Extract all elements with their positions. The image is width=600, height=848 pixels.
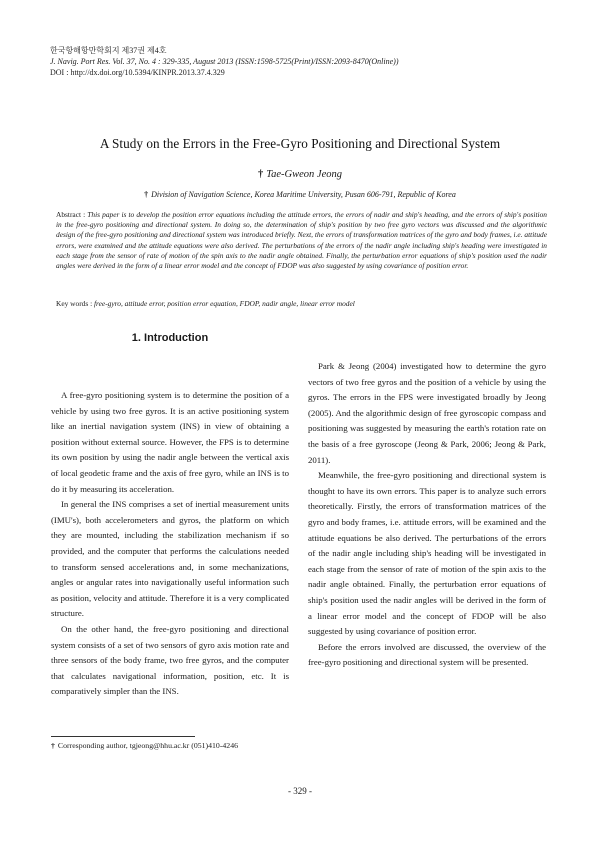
keywords-text: free-gyro, attitude error, position error equation, FDOP, nadir angle, linear error model (94, 299, 355, 308)
journal-header-citation: J. Navig. Port Res. Vol. 37, No. 4 : 329-335, August 2013 (ISSN:1598-5725(Print)/ISSN:2093-8470(Online)) (50, 57, 399, 66)
footnote-rule (51, 736, 195, 737)
affiliation-text: Division of Navigation Science, Korea Maritime University, Pusan 606-791, Republic of Korea (151, 190, 456, 199)
right-paragraph-3: Before the errors involved are discussed, the overview of the free-gyro positioning and directional system will be presented. (308, 641, 546, 668)
left-column (51, 388, 289, 700)
abstract-text: This paper is to develop the position error equations including the attitude errors, the errors of nadir and ship's heading, and the errors of ship's position in the free-gyro positioning and directional system. In doing so, the determination of ship's position by two free gyro vectors was discussed and the algorithmic design of the free-gyro positioning and directional system was introduced briefly. Next, the errors of transformation matrices of the gyro and body frames, i.e. attitude errors, were examined and the attitude equations were also derived. The perturbations of the errors of the nadir angle including ship's heading were investigated in each stage from the sensor of rate of motion of the spin axis to the nadir angle obtained. Finally, the perturbation error equations of ship's position used the nadir angles were derived in the form of a linear error model and the concept of FDOP was also suggested by using covariance of position error. (56, 210, 547, 271)
right-column (308, 359, 546, 671)
right-paragraph-1: Park & Jeong (2004) investigated how to determine the gyro vectors of two free gyros and the position of a vehicle by using the gyros. The errors in the FPS were investigated broadly by Jeong (2005). And the algorithmic design of free gyroscopic compass and positioning was suggested by measuring the earth's rotation rate on the basis of a free gyroscope (Jeong & Park, 2006; Jeong & Park, 2011). (308, 361, 546, 465)
affiliation-line (0, 190, 600, 199)
author-dagger-mark: † (258, 169, 264, 180)
abstract-label: Abstract : (56, 210, 86, 219)
section-heading-introduction: 1. Introduction (131, 332, 209, 344)
paper-title: A Study on the Errors in the Free-Gyro Positioning and Directional System (99, 136, 501, 151)
journal-header (50, 45, 398, 78)
journal-header-korean: 한국항해항만학회지 제37권 제4호 (50, 46, 167, 55)
footnote (51, 741, 238, 750)
page-number: - 329 - (288, 786, 312, 796)
footnote-dagger-mark: † (51, 741, 55, 750)
author-line (0, 169, 600, 180)
left-paragraph-2: In general the INS comprises a set of inertial measurement units (IMU's), both accelerometers and gyros, the platform on which they are mounted, including the stabilization mechanism if so provided, and the computer that performs the calculations needed to transform sensed accelerations and, in some mechanizations, angles or angular rates into navigationally useful information such as position, velocity and attitude. Therefore it is a very complicated structure. (51, 499, 289, 619)
journal-header-doi[interactable]: DOI : http://dx.doi.org/10.5394/KINPR.2013.37.4.329 (50, 68, 225, 77)
keywords (56, 299, 547, 309)
left-paragraph-1: A free-gyro positioning system is to determine the position of a vehicle by using two free gyros. It is an active positioning system like an inertial navigation system (INS) in view of obtaining a position without external source. However, the FPS is to determine its own position by using the nadir angle between the vertical axis of local geodetic frame and the axis of free gyro, while an INS is to do it by measuring its acceleration. (51, 390, 289, 494)
footnote-text: Corresponding author, tgjeong@hhu.ac.kr (051)410-4246 (57, 741, 239, 750)
abstract (56, 210, 547, 271)
keywords-label: Key words : (56, 299, 93, 308)
left-paragraph-3: On the other hand, the free-gyro positioning and directional system consists of a set of two sensors of gyro axis motion rate and three sensors of the body frame, two free gyros, and the computer that calculates navigational information, position, etc. It is comparatively simpler than the INS. (51, 623, 289, 697)
affiliation-dagger-mark: † (144, 190, 149, 199)
right-paragraph-2: Meanwhile, the free-gyro positioning and directional system is thought to have its own errors. This paper is to analyze such errors theoretically. Firstly, the errors of transformation matrices of the gyro and body frames, i.e. attitude errors, will be examined and the attitude equations be also derived. The perturbations of the errors of the nadir angle including ship's heading will be investigated in each stage from the sensor of rate of motion of the spin axis to the nadir angle obtained. Finally, the perturbation error equations of ship's position used the nadir angles will be derived in the form of a linear error model and the concept of FDOP will be also suggested by using covariance of position error. (308, 470, 546, 637)
author-name: Tae-Gweon Jeong (266, 169, 342, 180)
